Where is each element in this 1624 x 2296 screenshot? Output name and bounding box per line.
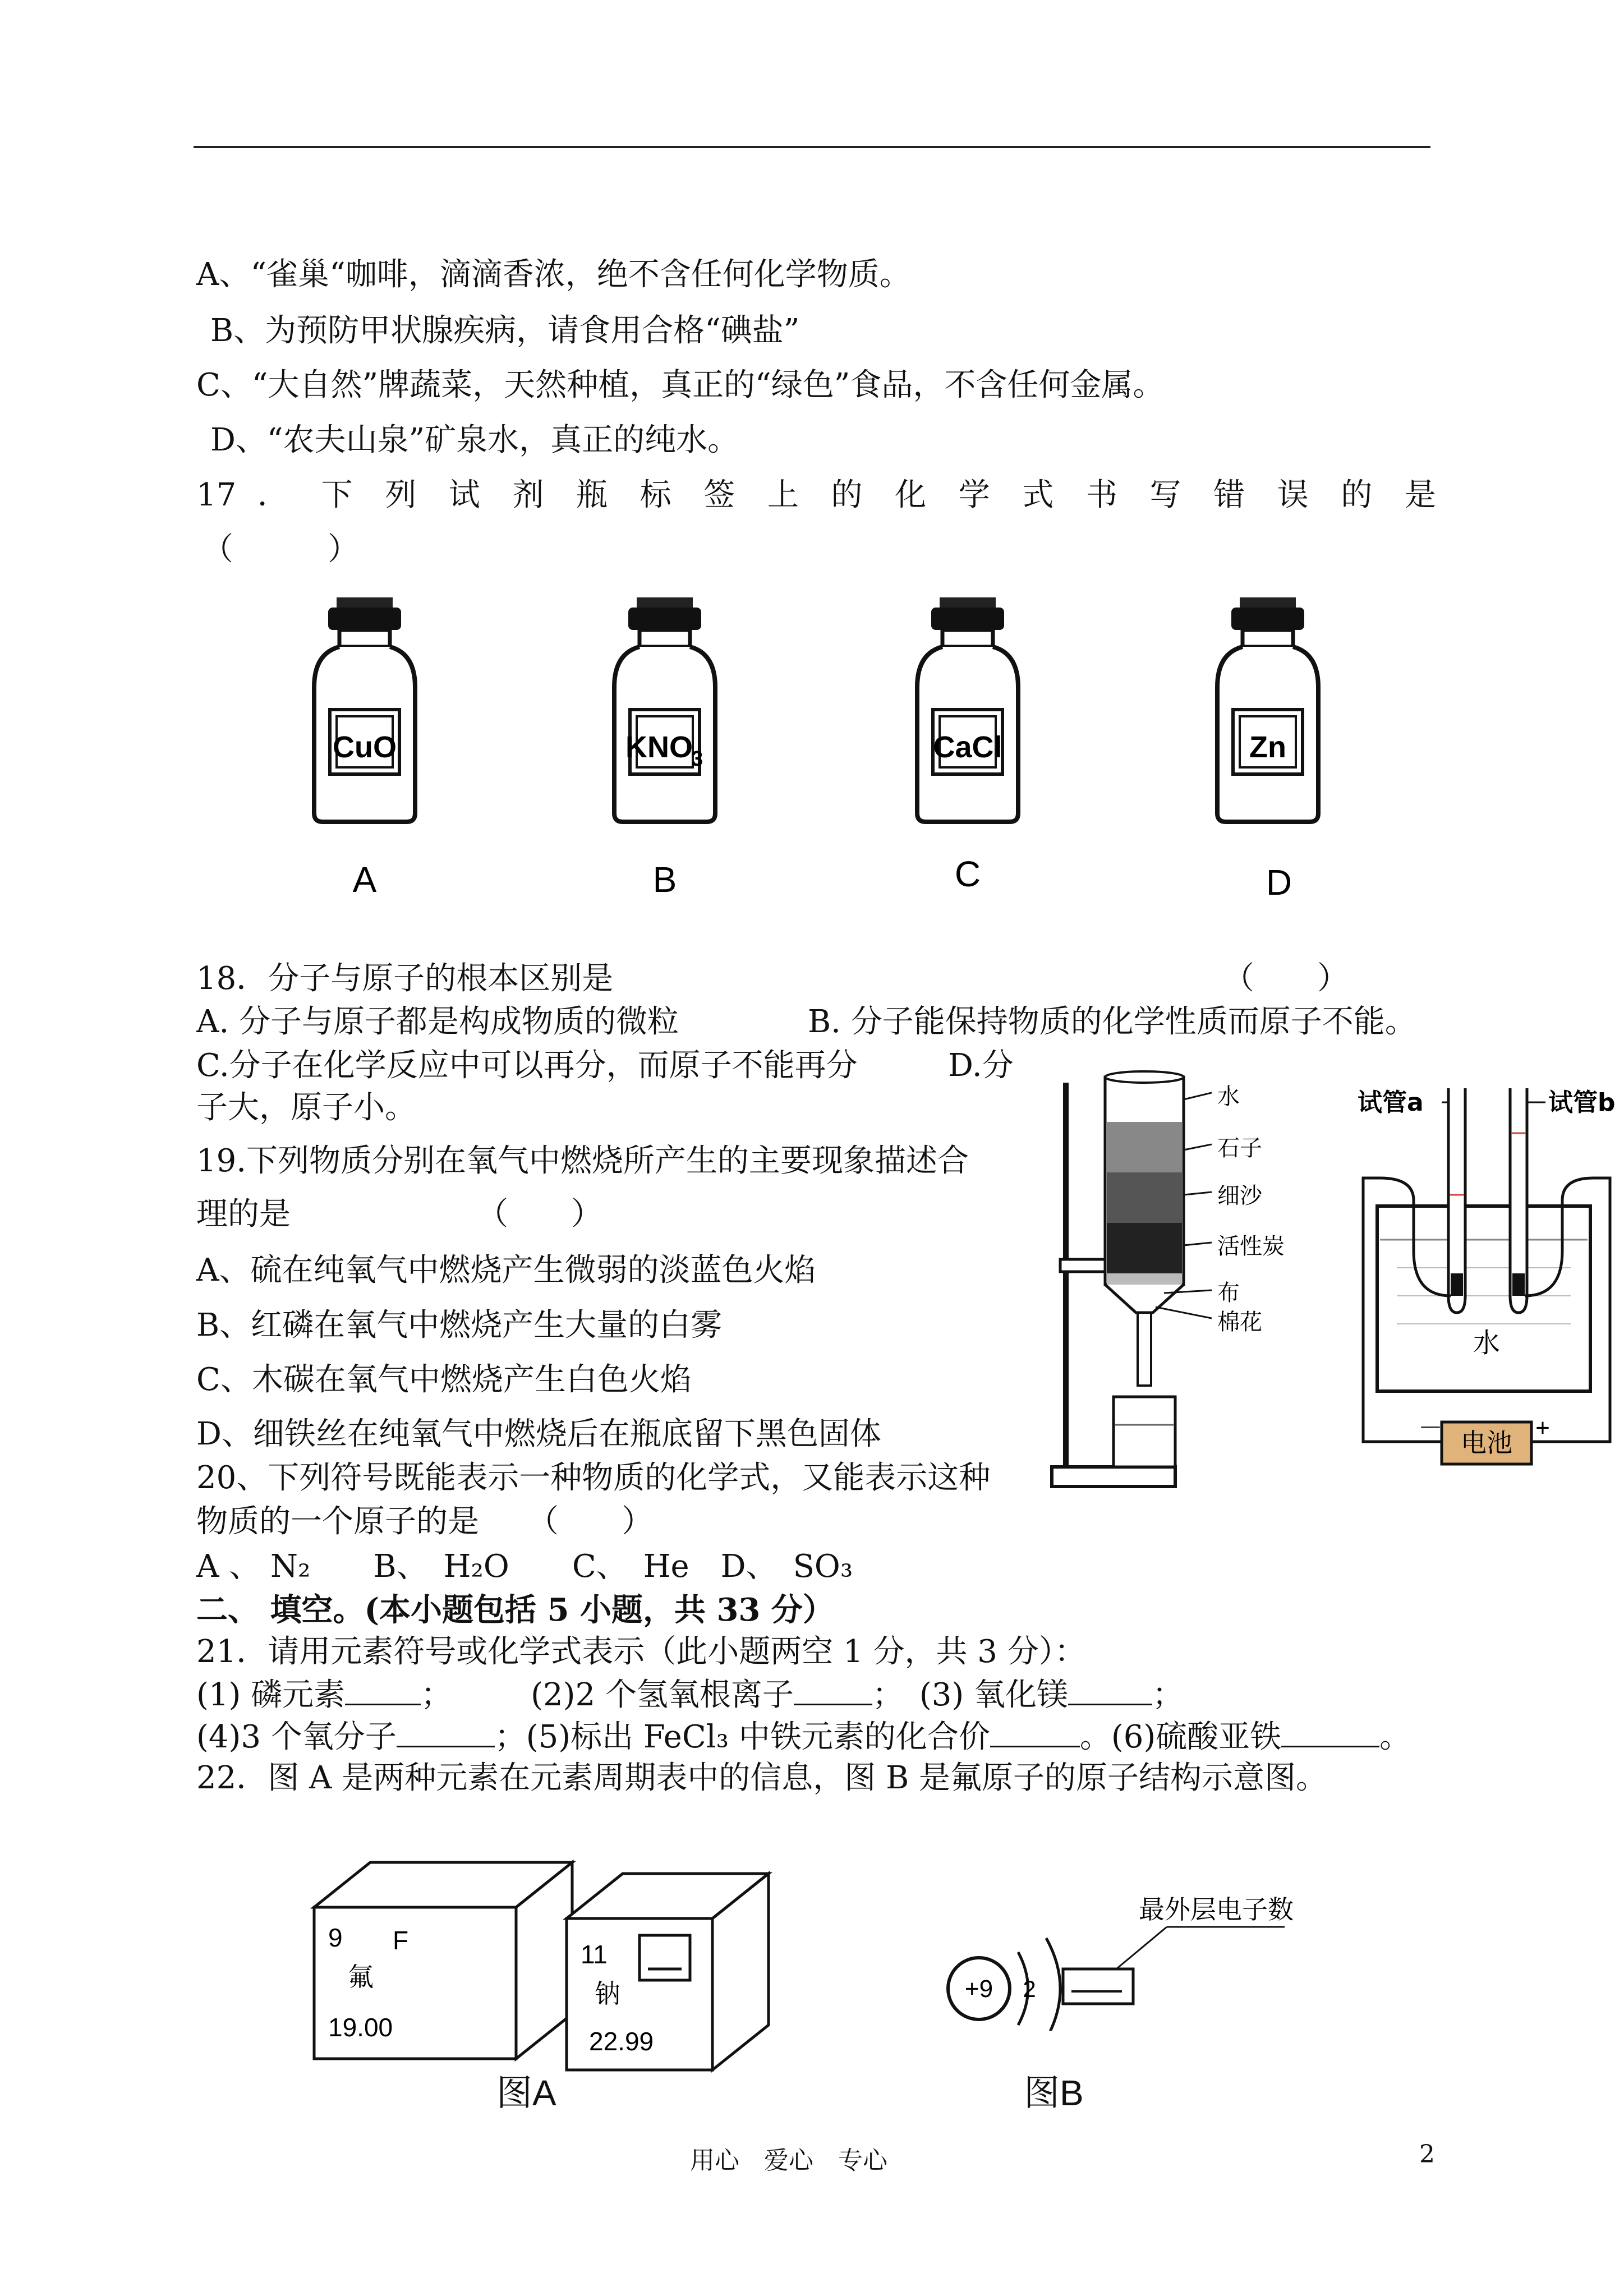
- q21-part-1: (1) 磷元素: [196, 1677, 346, 1713]
- sodium-name: 钠: [595, 1978, 620, 2009]
- sodium-mass: 22.99: [589, 2027, 654, 2056]
- q19-stem-line1: 19.下列物质分别在氧气中燃烧所产生的主要现象描述合: [196, 1143, 969, 1179]
- q21-stem: 21．请用元素符号或化学式表示（此小题两空 1 分，共 3 分）：: [196, 1634, 1086, 1670]
- q18-option-d-end: 子大，原子小。: [196, 1089, 416, 1126]
- figure-a-caption: 图A: [496, 2073, 556, 2113]
- sodium-number: 11: [581, 1940, 608, 1969]
- figure-b-atom-structure: [926, 1885, 1318, 2031]
- page-number: 2: [1419, 2140, 1435, 2169]
- q19-option-c: C、木碳在氧气中燃烧产生白色火焰: [196, 1361, 692, 1398]
- q21-blank-2[interactable]: [794, 1674, 872, 1705]
- bottle-d: [1217, 597, 1318, 822]
- bottle-c: [917, 597, 1018, 822]
- outer-electrons-blank: [1063, 1969, 1133, 2004]
- bottle-b-letter: B: [652, 859, 677, 900]
- q21-line-2: [196, 1717, 1411, 1757]
- element-box-fluorine: [314, 1862, 572, 2059]
- q18-option-a: A. 分子与原子都是构成物质的微粒: [196, 1004, 679, 1040]
- q19-option-b: B、红磷在氧气中燃烧产生大量的白雾: [196, 1307, 723, 1343]
- bottle-d-label: Zn: [1249, 730, 1286, 764]
- bottle-a: [314, 597, 415, 822]
- q21-part-3-end: ；: [1152, 1677, 1184, 1713]
- q18-option-d-start: D.分: [948, 1047, 1014, 1084]
- footer-motto: 用心 爱心 专心: [690, 2146, 887, 2175]
- electron-shell-2: [1046, 1938, 1060, 2031]
- battery-minus: －: [1418, 1414, 1443, 1442]
- q19-stem-line2: 理的是: [196, 1196, 291, 1232]
- battery-label: 电池: [1461, 1428, 1512, 1458]
- q18-option-b: B. 分子能保持物质的化学性质而原子不能。: [808, 1004, 1416, 1040]
- fluorine-symbol: F: [393, 1926, 409, 1955]
- bottle-c-label: CaCl: [933, 730, 1002, 764]
- tube-b-label: 试管b: [1548, 1088, 1616, 1117]
- fluorine-mass: 19.00: [328, 2013, 393, 2042]
- outer-electrons-label: 最外层电子数: [1139, 1894, 1294, 1925]
- q21-blank-4[interactable]: [397, 1717, 495, 1747]
- fluorine-name: 氟: [348, 1962, 374, 1992]
- water-filter-figure: [1043, 1066, 1335, 1498]
- q21-part-3: ； (3) 氧化镁: [872, 1677, 1069, 1713]
- section-2-heading: 二、 填空。(本小题包括 5 小题，共 33 分）: [196, 1591, 834, 1628]
- q21-part-5: ；(5)标出 FeCl₃ 中铁元素的化合价: [494, 1719, 990, 1755]
- sodium-symbol-blank: [640, 1935, 690, 1980]
- q19-option-a: A、硫在纯氧气中燃烧产生微弱的淡蓝色火焰: [196, 1252, 816, 1289]
- filter-label-stones: 石子: [1217, 1135, 1262, 1161]
- bottle-d-letter: D: [1266, 862, 1292, 903]
- battery-plus: +: [1535, 1414, 1550, 1442]
- q20-options: A 、 N₂ B、 H₂O C、 He D、 SO₃: [196, 1548, 853, 1585]
- q20-paren: （ ）: [527, 1503, 653, 1540]
- q17-stem: 17 ． 下 列 试 剂 瓶 标 签 上 的 化 学 式 书 写 错 误 的 是: [196, 477, 1436, 513]
- fluorine-number: 9: [328, 1923, 343, 1952]
- filter-label-carbon: 活性炭: [1217, 1234, 1285, 1259]
- nucleus-charge: +9: [964, 1975, 993, 2003]
- q16-option-b: B、为预防甲状腺疾病，请食用合格“碘盐”: [210, 312, 800, 349]
- q16-option-c: C、“大自然”牌蔬菜，天然种植，真正的“绿色”食品，不含任何金属。: [196, 367, 1165, 403]
- q19-paren: （ ）: [477, 1196, 602, 1232]
- q20-stem-line1: 20、下列符号既能表示一种物质的化学式，又能表示这种: [196, 1460, 991, 1496]
- bottle-b: [614, 597, 715, 822]
- filter-label-cloth: 布: [1217, 1280, 1240, 1306]
- figure-a-periodic-boxes: [303, 1857, 785, 2081]
- q16-option-d: D、“农夫山泉”矿泉水，真正的纯水。: [210, 422, 739, 458]
- q21-line-1: [196, 1674, 1184, 1715]
- q21-blank-5[interactable]: [990, 1717, 1080, 1747]
- filter-label-water: 水: [1217, 1084, 1240, 1110]
- q21-part-6: 。(6)硫酸亚铁: [1079, 1719, 1282, 1755]
- bottle-a-label: CuO: [333, 730, 397, 764]
- q18-stem: 18．分子与原子的根本区别是: [196, 960, 614, 997]
- q18-paren: （ ）: [1223, 960, 1349, 997]
- q21-blank-3[interactable]: [1068, 1674, 1152, 1705]
- q21-part-2: ； (2)2 个氢氧根离子: [421, 1677, 794, 1713]
- bottle-c-letter: C: [954, 854, 981, 894]
- element-box-sodium: [567, 1874, 769, 2070]
- q19-option-d: D、细铁丝在纯氧气中燃烧后在瓶底留下黑色固体: [196, 1416, 881, 1452]
- bottle-b-subscript: 3: [691, 747, 703, 771]
- tube-a-label: 试管a: [1358, 1088, 1424, 1117]
- q16-option-a: A、“雀巢“咖啡，滴滴香浓，绝不含任何化学物质。: [196, 256, 911, 293]
- q21-blank-6[interactable]: [1281, 1717, 1379, 1747]
- q21-part-4: (4)3 个氧分子: [196, 1719, 397, 1755]
- shell-1-electrons: 2: [1023, 1976, 1036, 2002]
- water-label: 水: [1473, 1327, 1501, 1359]
- q18-option-c: C.分子在化学反应中可以再分，而原子不能再分: [196, 1047, 858, 1084]
- filter-label-sand: 细沙: [1217, 1183, 1262, 1209]
- q20-stem-line2: 物质的一个原子的是: [196, 1503, 479, 1540]
- electrolysis-figure: [1346, 1071, 1621, 1475]
- bottle-b-label: KNO: [625, 730, 693, 764]
- figure-b-caption: 图B: [1024, 2073, 1084, 2113]
- q21-blank-1[interactable]: [345, 1674, 421, 1705]
- bottle-a-letter: A: [352, 859, 377, 900]
- filter-label-cotton: 棉花: [1217, 1309, 1262, 1335]
- q17-paren: （ ）: [202, 531, 359, 568]
- q21-part-6-end: 。: [1379, 1719, 1411, 1755]
- q22-stem: 22．图 A 是两种元素在元素周期表中的信息，图 B 是氟原子的原子结构示意图。: [196, 1760, 1328, 1796]
